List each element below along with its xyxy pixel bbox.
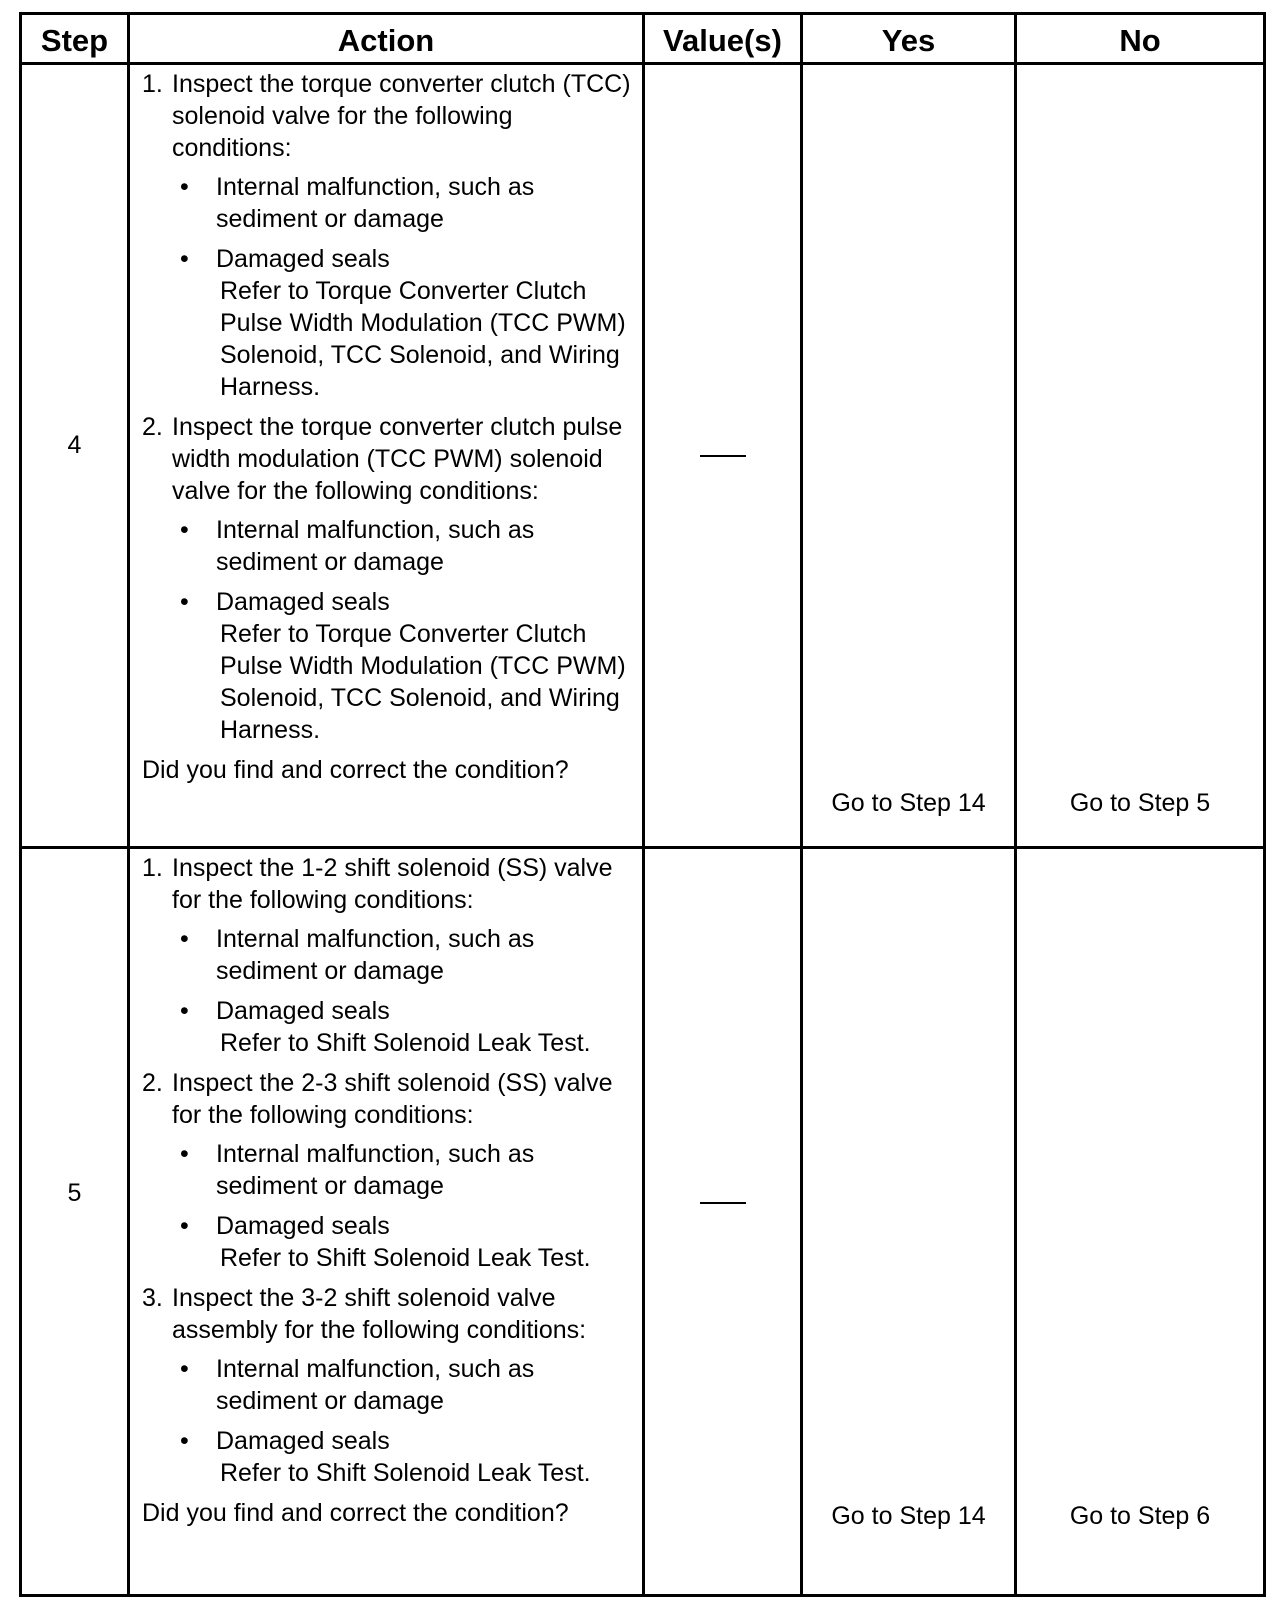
- bullet-text: Internal malfunction, such as sediment or damage: [216, 173, 535, 233]
- yes-goto-step: Go to Step 14: [831, 1502, 986, 1530]
- action-item: [142, 411, 634, 746]
- action-cell: [142, 852, 634, 1529]
- yes-goto-step: Go to Step 14: [831, 789, 986, 817]
- reference-text: Refer to Shift Solenoid Leak Test.: [220, 1244, 591, 1272]
- bullet-item: [180, 171, 634, 235]
- bullet-icon: •: [180, 173, 189, 201]
- bullet-text: Internal malfunction, such as sediment or damage: [216, 925, 535, 985]
- bullet-icon: •: [180, 516, 189, 544]
- row-divider: [22, 846, 1263, 849]
- item-number: 1.: [142, 70, 163, 98]
- bullet-icon: •: [180, 997, 189, 1025]
- reference-text: Refer to Shift Solenoid Leak Test.: [220, 1029, 591, 1057]
- item-text: Inspect the torque converter clutch (TCC) solenoid valve for the following conditions:: [172, 70, 631, 162]
- bullet-item: [180, 1210, 634, 1274]
- bullet-text: Damaged seals: [216, 1427, 390, 1455]
- bullet-text: Internal malfunction, such as sediment or damage: [216, 1140, 535, 1200]
- value-dash: [700, 1202, 746, 1204]
- item-number: 3.: [142, 1284, 163, 1312]
- bullet-item: [180, 1425, 634, 1489]
- column-divider: [127, 15, 130, 1594]
- item-text: Inspect the 2-3 shift solenoid (SS) valve for the following conditions:: [172, 1069, 613, 1129]
- bullet-text: Internal malfunction, such as sediment or damage: [216, 516, 535, 576]
- bullet-item: [180, 243, 634, 403]
- question-text: Did you find and correct the condition?: [142, 1499, 569, 1527]
- no-goto-step: Go to Step 6: [1069, 1502, 1211, 1530]
- action-item: [142, 68, 634, 403]
- header-step: Step: [40, 22, 109, 58]
- item-number: 2.: [142, 1069, 163, 1097]
- bullet-icon: •: [180, 245, 189, 273]
- action-item: [142, 1067, 634, 1274]
- question-text: Did you find and correct the condition?: [142, 756, 569, 784]
- step-number: 4: [67, 430, 82, 459]
- action-item: [142, 852, 634, 1059]
- bullet-icon: •: [180, 1212, 189, 1240]
- item-number: 1.: [142, 854, 163, 882]
- column-divider: [642, 15, 645, 1594]
- bullet-icon: •: [180, 925, 189, 953]
- bullet-icon: •: [180, 1140, 189, 1168]
- reference-text: Refer to Shift Solenoid Leak Test.: [220, 1459, 591, 1487]
- reference-text: Refer to Torque Converter Clutch Pulse Width Modulation (TCC PWM) Solenoid, TCC Solenoid, and Wiring Harness.: [220, 620, 626, 744]
- diagnostic-table: [19, 12, 1266, 1597]
- item-text: Inspect the torque converter clutch pulse width modulation (TCC PWM) solenoid valve for the following conditions:: [172, 413, 623, 505]
- action-item: [142, 1282, 634, 1489]
- header-yes: Yes: [881, 22, 936, 58]
- item-text: Inspect the 3-2 shift solenoid valve assembly for the following conditions:: [172, 1284, 587, 1344]
- bullet-item: [180, 923, 634, 987]
- bullet-icon: •: [180, 588, 189, 616]
- item-text: Inspect the 1-2 shift solenoid (SS) valve for the following conditions:: [172, 854, 613, 914]
- item-number: 2.: [142, 413, 163, 441]
- header-values: Value(s): [663, 22, 782, 58]
- bullet-icon: •: [180, 1355, 189, 1383]
- bullet-item: [180, 514, 634, 578]
- bullet-item: [180, 995, 634, 1059]
- bullet-item: [180, 1353, 634, 1417]
- bullet-text: Damaged seals: [216, 1212, 390, 1240]
- action-cell: [142, 68, 634, 786]
- header-no: No: [1119, 22, 1161, 58]
- bullet-text: Damaged seals: [216, 245, 390, 273]
- bullet-text: Internal malfunction, such as sediment or damage: [216, 1355, 535, 1415]
- value-dash: [700, 455, 746, 457]
- step-number: 5: [67, 1178, 82, 1207]
- bullet-icon: •: [180, 1427, 189, 1455]
- bullet-text: Damaged seals: [216, 588, 390, 616]
- no-goto-step: Go to Step 5: [1069, 789, 1211, 817]
- bullet-text: Damaged seals: [216, 997, 390, 1025]
- bullet-item: [180, 1138, 634, 1202]
- header-action: Action: [337, 22, 435, 58]
- reference-text: Refer to Torque Converter Clutch Pulse Width Modulation (TCC PWM) Solenoid, TCC Solenoid, and Wiring Harness.: [220, 277, 626, 401]
- bullet-item: [180, 586, 634, 746]
